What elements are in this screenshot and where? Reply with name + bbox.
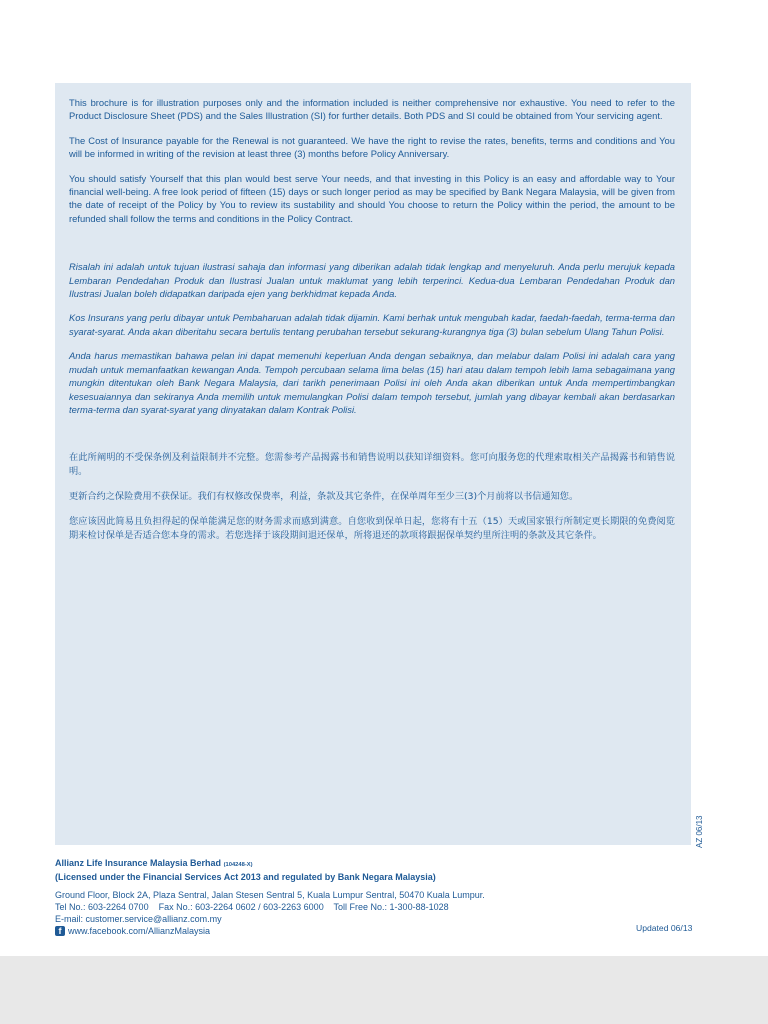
- license-statement: (Licensed under the Financial Services Act 2013 and regulated by Bank Negara Malaysia): [55, 872, 436, 882]
- malay-paragraph-2: Kos Insurans yang perlu dibayar untuk Pembaharuan adalah tidak dijamin. Kami berhak untuk mengubah kadar, faedah-faedah, terma-terma dan syarat-syarat. Anda akan diberitahu secara bertulis tentang perubahan tersebut sekurang-kurangnya tiga (3) bulan sebelum Ulang Tahun Polisi.: [69, 312, 675, 337]
- company-reg-no: (104248-X): [223, 862, 253, 868]
- contact-numbers: Tel No.: 603-2264 0700 Fax No.: 603-2264 0602 / 603-2263 6000 Toll Free No.: 1-300-88-1028: [55, 902, 449, 912]
- facebook-url: www.facebook.com/AllianzMalaysia: [68, 926, 211, 936]
- updated-date: Updated 06/13: [636, 923, 693, 933]
- chinese-paragraph-1: 在此所阐明的不受保条例及利益限制并不完整。您需参考产品揭露书和销售说明以获知详细资料。您可向服务您的代理索取相关产品揭露书和销售说明。: [69, 452, 675, 478]
- email-address: E-mail: customer.service@allianz.com.my: [55, 914, 222, 924]
- english-paragraph-3: You should satisfy Yourself that this plan would best serve Your needs, and that investing in this Policy is an easy and affordable way to Your financial well-being. A free look period of fifteen (15) days or such longer period as may be specified by Bank Negara Malaysia, will be given from the date of receipt of the Policy by You to review its sustability and should You choose to return the Policy within the period, the amount to be refunded shall follow the terms and conditions in the Policy Contract.: [69, 172, 675, 224]
- facebook-icon: f: [55, 926, 65, 936]
- company-name-line: [55, 857, 695, 871]
- document-code: AZ 06/13: [695, 815, 704, 848]
- facebook-link[interactable]: [55, 925, 695, 937]
- english-paragraph-2: The Cost of Insurance payable for the Renewal is not guaranteed. We have the right to revise the rates, benefits, terms and conditions and You will be informed in writing of the revision at least three (3) months before Policy Anniversary.: [69, 134, 675, 160]
- company-address: Ground Floor, Block 2A, Plaza Sentral, Jalan Stesen Sentral 5, Kuala Lumpur Sentral, 50470 Kuala Lumpur.: [55, 890, 485, 900]
- english-paragraph-1: This brochure is for illustration purposes only and the information included is neither comprehensive nor exhaustive. You need to refer to the Product Disclosure Sheet (PDS) and the Sales Illustration (SI) for further details. Both PDS and SI could be obtained from Your servicing agent.: [69, 97, 675, 122]
- malay-paragraph-1: Risalah ini adalah untuk tujuan ilustrasi sahaja dan informasi yang diberikan adalah tidak lengkap and menyeluruh. Anda perlu merujuk kepada Lembaran Pendedahan Produk dan Ilustrasi Jualan untuk maklumat yang lebih terperinci. Kedua-dua Lembaran Pendedahan Produk dan Ilustrasi Jualan boleh didapatkan daripada ejen yang berkhidmat kepada Anda.: [69, 261, 675, 300]
- chinese-paragraph-3: 您应该因此简易且负担得起的保单能满足您的财务需求而感到满意。自您收到保单日起，您将有十五（15）天或国家银行所制定更长期限的免费阅览期来检讨保单是否适合您本身的需求。若您选择于该段期间退还保单，所将退还的款项将跟据保单契约里所注明的条款及其它条件。: [69, 516, 675, 542]
- footer: [55, 857, 695, 937]
- disclaimer-panel: [55, 83, 691, 845]
- bottom-background-strip: [0, 956, 768, 1024]
- company-name: Allianz Life Insurance Malaysia Berhad: [55, 858, 222, 868]
- chinese-paragraph-2: 更新合约之保险费用不获保证。我们有权修改保费率，利益，条款及其它条件，在保单周年至少三(3)个月前将以书信通知您。: [69, 491, 579, 503]
- malay-paragraph-3: Anda harus memastikan bahawa pelan ini dapat memenuhi keperluan Anda dengan sebaiknya, dan melabur dalam Polisi ini adalah cara yang mudah untuk memanfaatkan kewangan Anda. Tempoh percubaan selama lima belas (15) hari atau dalam tempoh lebih lama sebagaimana yang mungkin ditentukan oleh Bank Negara Malaysia, dari tarikh penerimaan Polisi ini oleh Anda akan diberikan untuk Anda mempertimbangkan kesesuaiannya dan sekiranya Anda memilih untuk memulangkan Polisi dalam tempoh tersebut, jumlah yang dibayar kembali akan berdasarkan terma-terma dan syarat-syarat yang dinyatakan dalam Kontrak Polisi.: [69, 350, 675, 415]
